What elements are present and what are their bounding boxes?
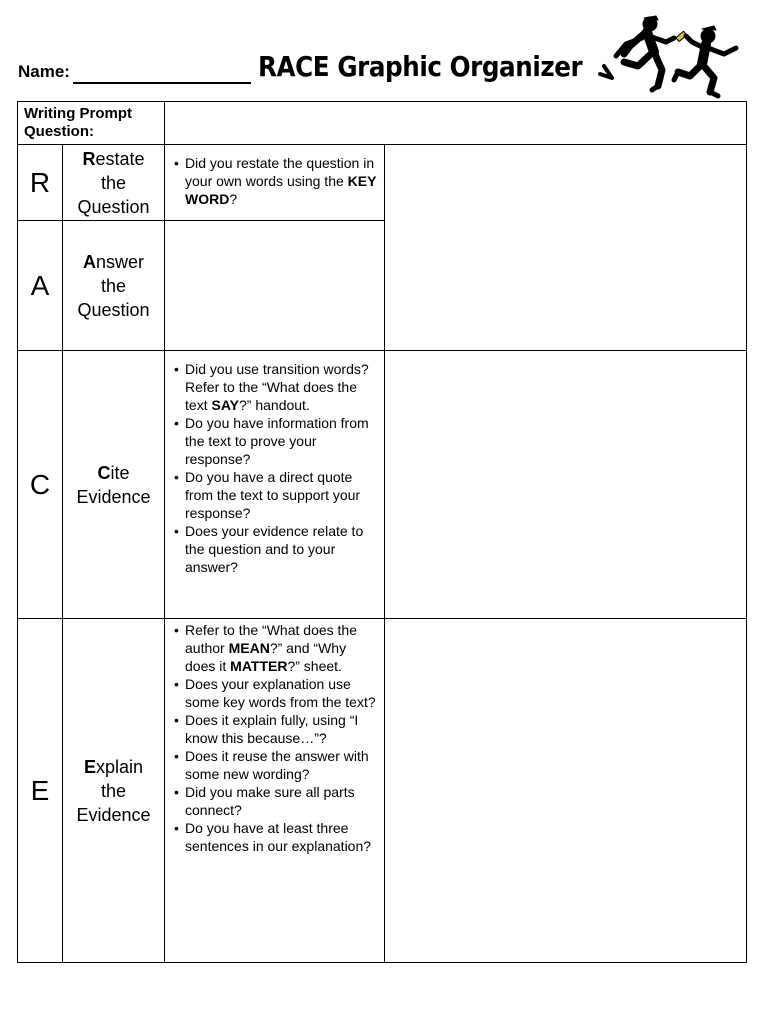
prompt-label: Writing Prompt Question:	[18, 102, 165, 145]
name-field[interactable]	[73, 82, 251, 84]
tip-item: • Does your evidence relate to the question and to your answer?	[185, 522, 378, 576]
tip-item: • Did you restate the question in your own words using the KEY WORD?	[185, 154, 378, 208]
tips-explain	[165, 619, 385, 963]
race-organizer-table	[17, 101, 747, 963]
tip-item: • Does your explanation use some key words from the text?	[185, 675, 378, 711]
tip-item: • Do you have a direct quote from the text to support your response?	[185, 468, 378, 522]
step-cite: Cite Evidence	[63, 351, 165, 619]
row-restate	[18, 145, 747, 221]
row-cite	[18, 351, 747, 619]
tips-answer	[165, 221, 385, 351]
relay-runners-icon	[596, 14, 746, 102]
tips-restate	[165, 145, 385, 221]
letter-a: A	[18, 221, 63, 351]
tip-item: • Refer to the “What does the author MEAN?” and “Why does it MATTER?” sheet.	[185, 621, 378, 675]
response-restate-answer[interactable]	[385, 145, 747, 351]
row-explain	[18, 619, 747, 963]
letter-e: E	[18, 619, 63, 963]
step-answer: Answer the Question	[63, 221, 165, 351]
tip-item: • Do you have information from the text to prove your response?	[185, 414, 378, 468]
page-title: RACE Graphic Organizer	[258, 50, 583, 83]
page-header	[0, 0, 768, 100]
prompt-row	[18, 102, 747, 145]
tip-item: • Does it explain fully, using “I know this because…”?	[185, 711, 378, 747]
tip-item: • Does it reuse the answer with some new wording?	[185, 747, 378, 783]
name-label: Name:	[18, 62, 70, 81]
response-explain[interactable]	[385, 619, 747, 963]
tips-cite	[165, 351, 385, 619]
tip-item: • Do you have at least three sentences in our explanation?	[185, 819, 378, 855]
prompt-answer-cell[interactable]	[165, 102, 747, 145]
response-cite[interactable]	[385, 351, 747, 619]
step-explain: Explain the Evidence	[63, 619, 165, 963]
letter-c: C	[18, 351, 63, 619]
letter-r: R	[18, 145, 63, 221]
tip-item: • Did you use transition words? Refer to the “What does the text SAY?” handout.	[185, 360, 378, 414]
step-restate: Restate the Question	[63, 145, 165, 221]
tip-item: • Did you make sure all parts connect?	[185, 783, 378, 819]
